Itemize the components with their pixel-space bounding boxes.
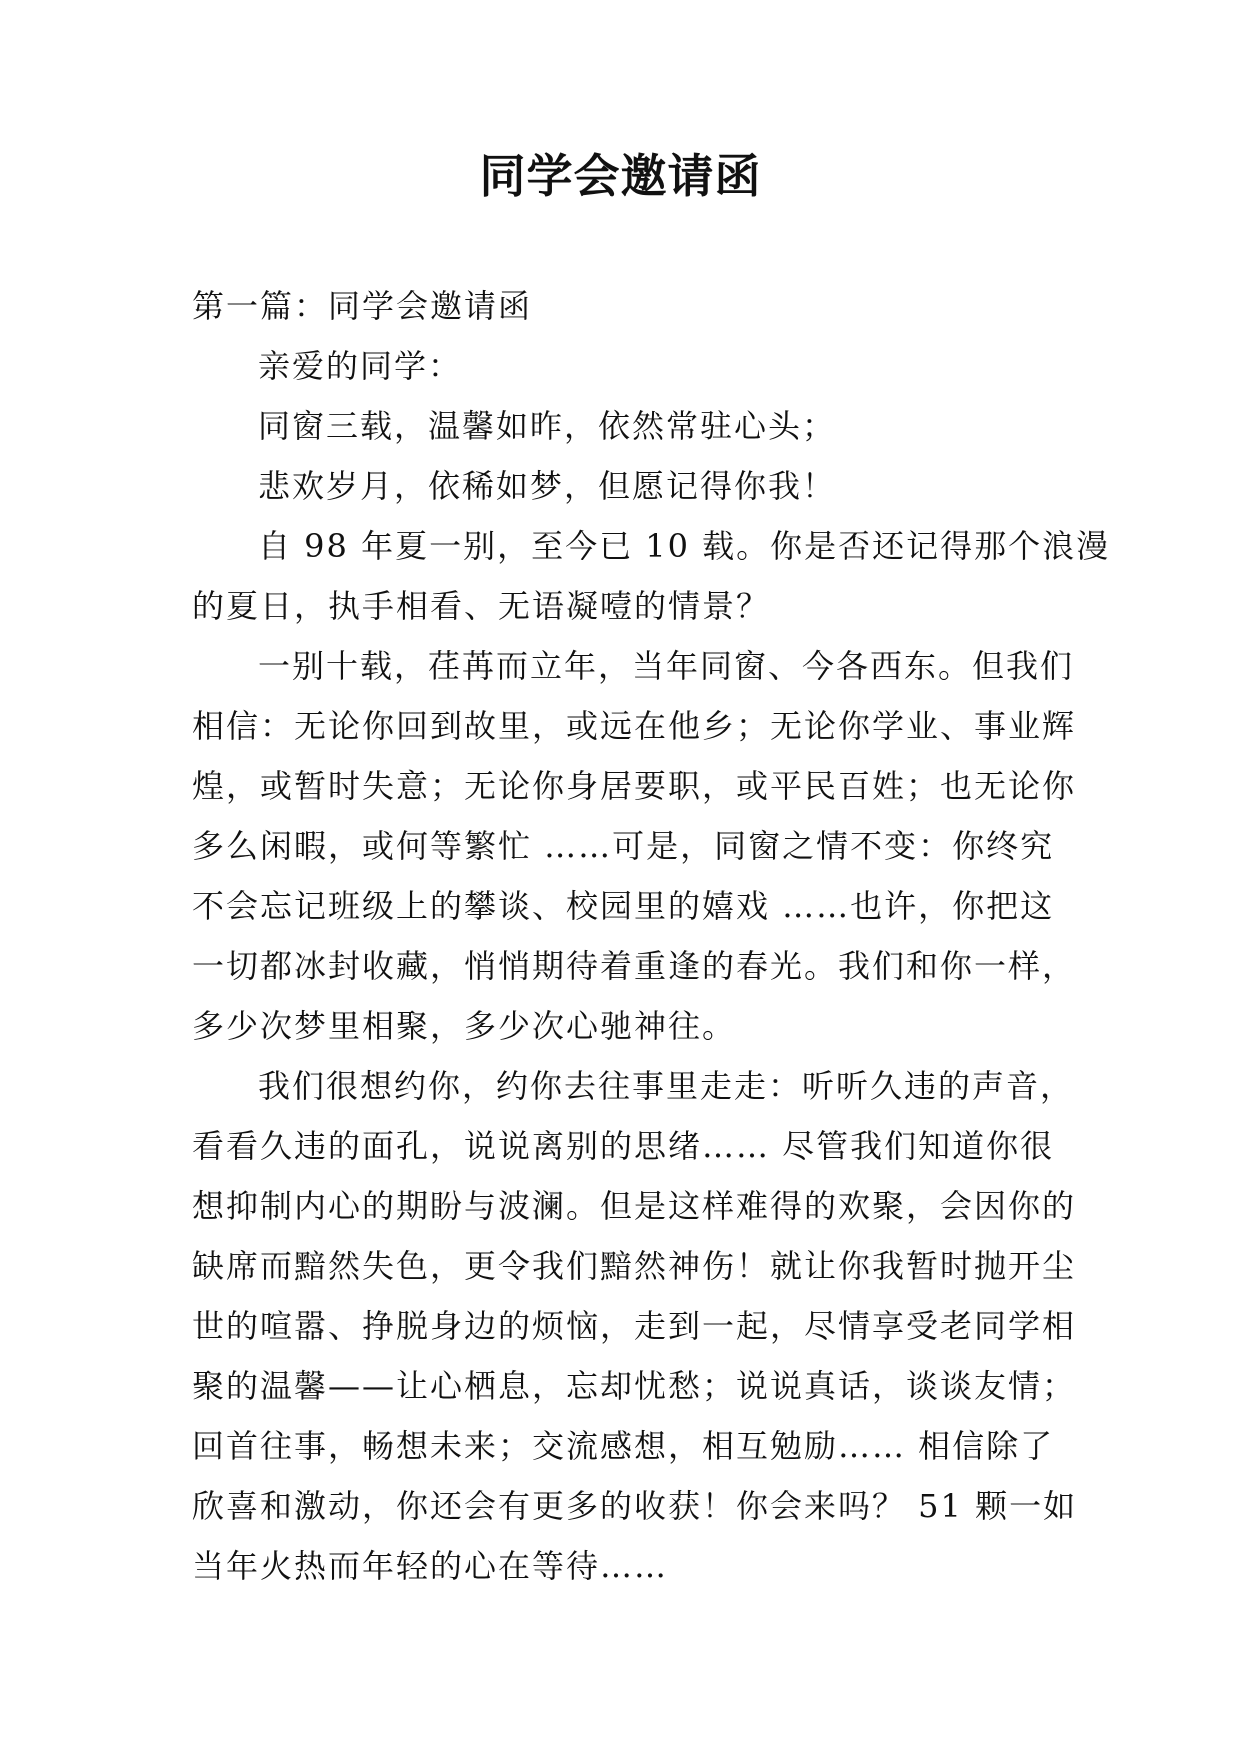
text-line: 聚的温馨——让心栖息，忘却忧愁；说说真话，谈谈友情； — [192, 1367, 1077, 1405]
text-line: 一别十载，荏苒而立年，当年同窗、今各西东。但我们 — [258, 647, 1075, 685]
text-line: 看看久违的面孔，说说离别的思绪…… 尽管我们知道你很 — [192, 1127, 1055, 1165]
text-line: 煌，或暂时失意；无论你身居要职，或平民百姓；也无论你 — [192, 767, 1077, 805]
text-line: 一切都冰封收藏，悄悄期待着重逢的春光。我们和你一样， — [192, 947, 1077, 985]
section-heading: 第一篇：同学会邀请函 — [192, 287, 533, 325]
salutation: 亲爱的同学： — [258, 347, 463, 385]
text-line: 自 98 年夏一别，至今已 10 载。你是否还记得那个浪漫 — [258, 527, 1111, 565]
text-line: 当年火热而年轻的心在等待…… — [192, 1547, 669, 1585]
text-line: 想抑制内心的期盼与波澜。但是这样难得的欢聚，会因你的 — [192, 1187, 1077, 1225]
text-line: 悲欢岁月，依稀如梦，但愿记得你我！ — [258, 467, 837, 505]
text-line: 我们很想约你，约你去往事里走走：听听久违的声音， — [258, 1067, 1075, 1105]
text-line: 同窗三载，温馨如昨，依然常驻心头； — [258, 407, 837, 445]
text-line: 缺席而黯然失色，更令我们黯然神伤！就让你我暂时抛开尘 — [192, 1247, 1077, 1285]
document-title: 同学会邀请函 — [479, 149, 762, 203]
text-line: 多少次梦里相聚，多少次心驰神往。 — [192, 1007, 737, 1045]
text-line: 回首往事，畅想未来；交流感想，相互勉励…… 相信除了 — [192, 1427, 1055, 1465]
text-line: 多么闲暇，或何等繁忙 ……可是，同窗之情不变：你终究 — [192, 827, 1055, 865]
text-line: 欣喜和激动，你还会有更多的收获！你会来吗？ 51 颗一如 — [192, 1487, 1078, 1525]
text-line: 的夏日，执手相看、无语凝噎的情景？ — [192, 587, 771, 625]
text-line: 世的喧嚣、挣脱身边的烦恼，走到一起，尽情享受老同学相 — [192, 1307, 1077, 1345]
text-line: 相信：无论你回到故里，或远在他乡；无论你学业、事业辉 — [192, 707, 1077, 745]
text-line: 不会忘记班级上的攀谈、校园里的嬉戏 ……也许，你把这 — [192, 887, 1055, 925]
